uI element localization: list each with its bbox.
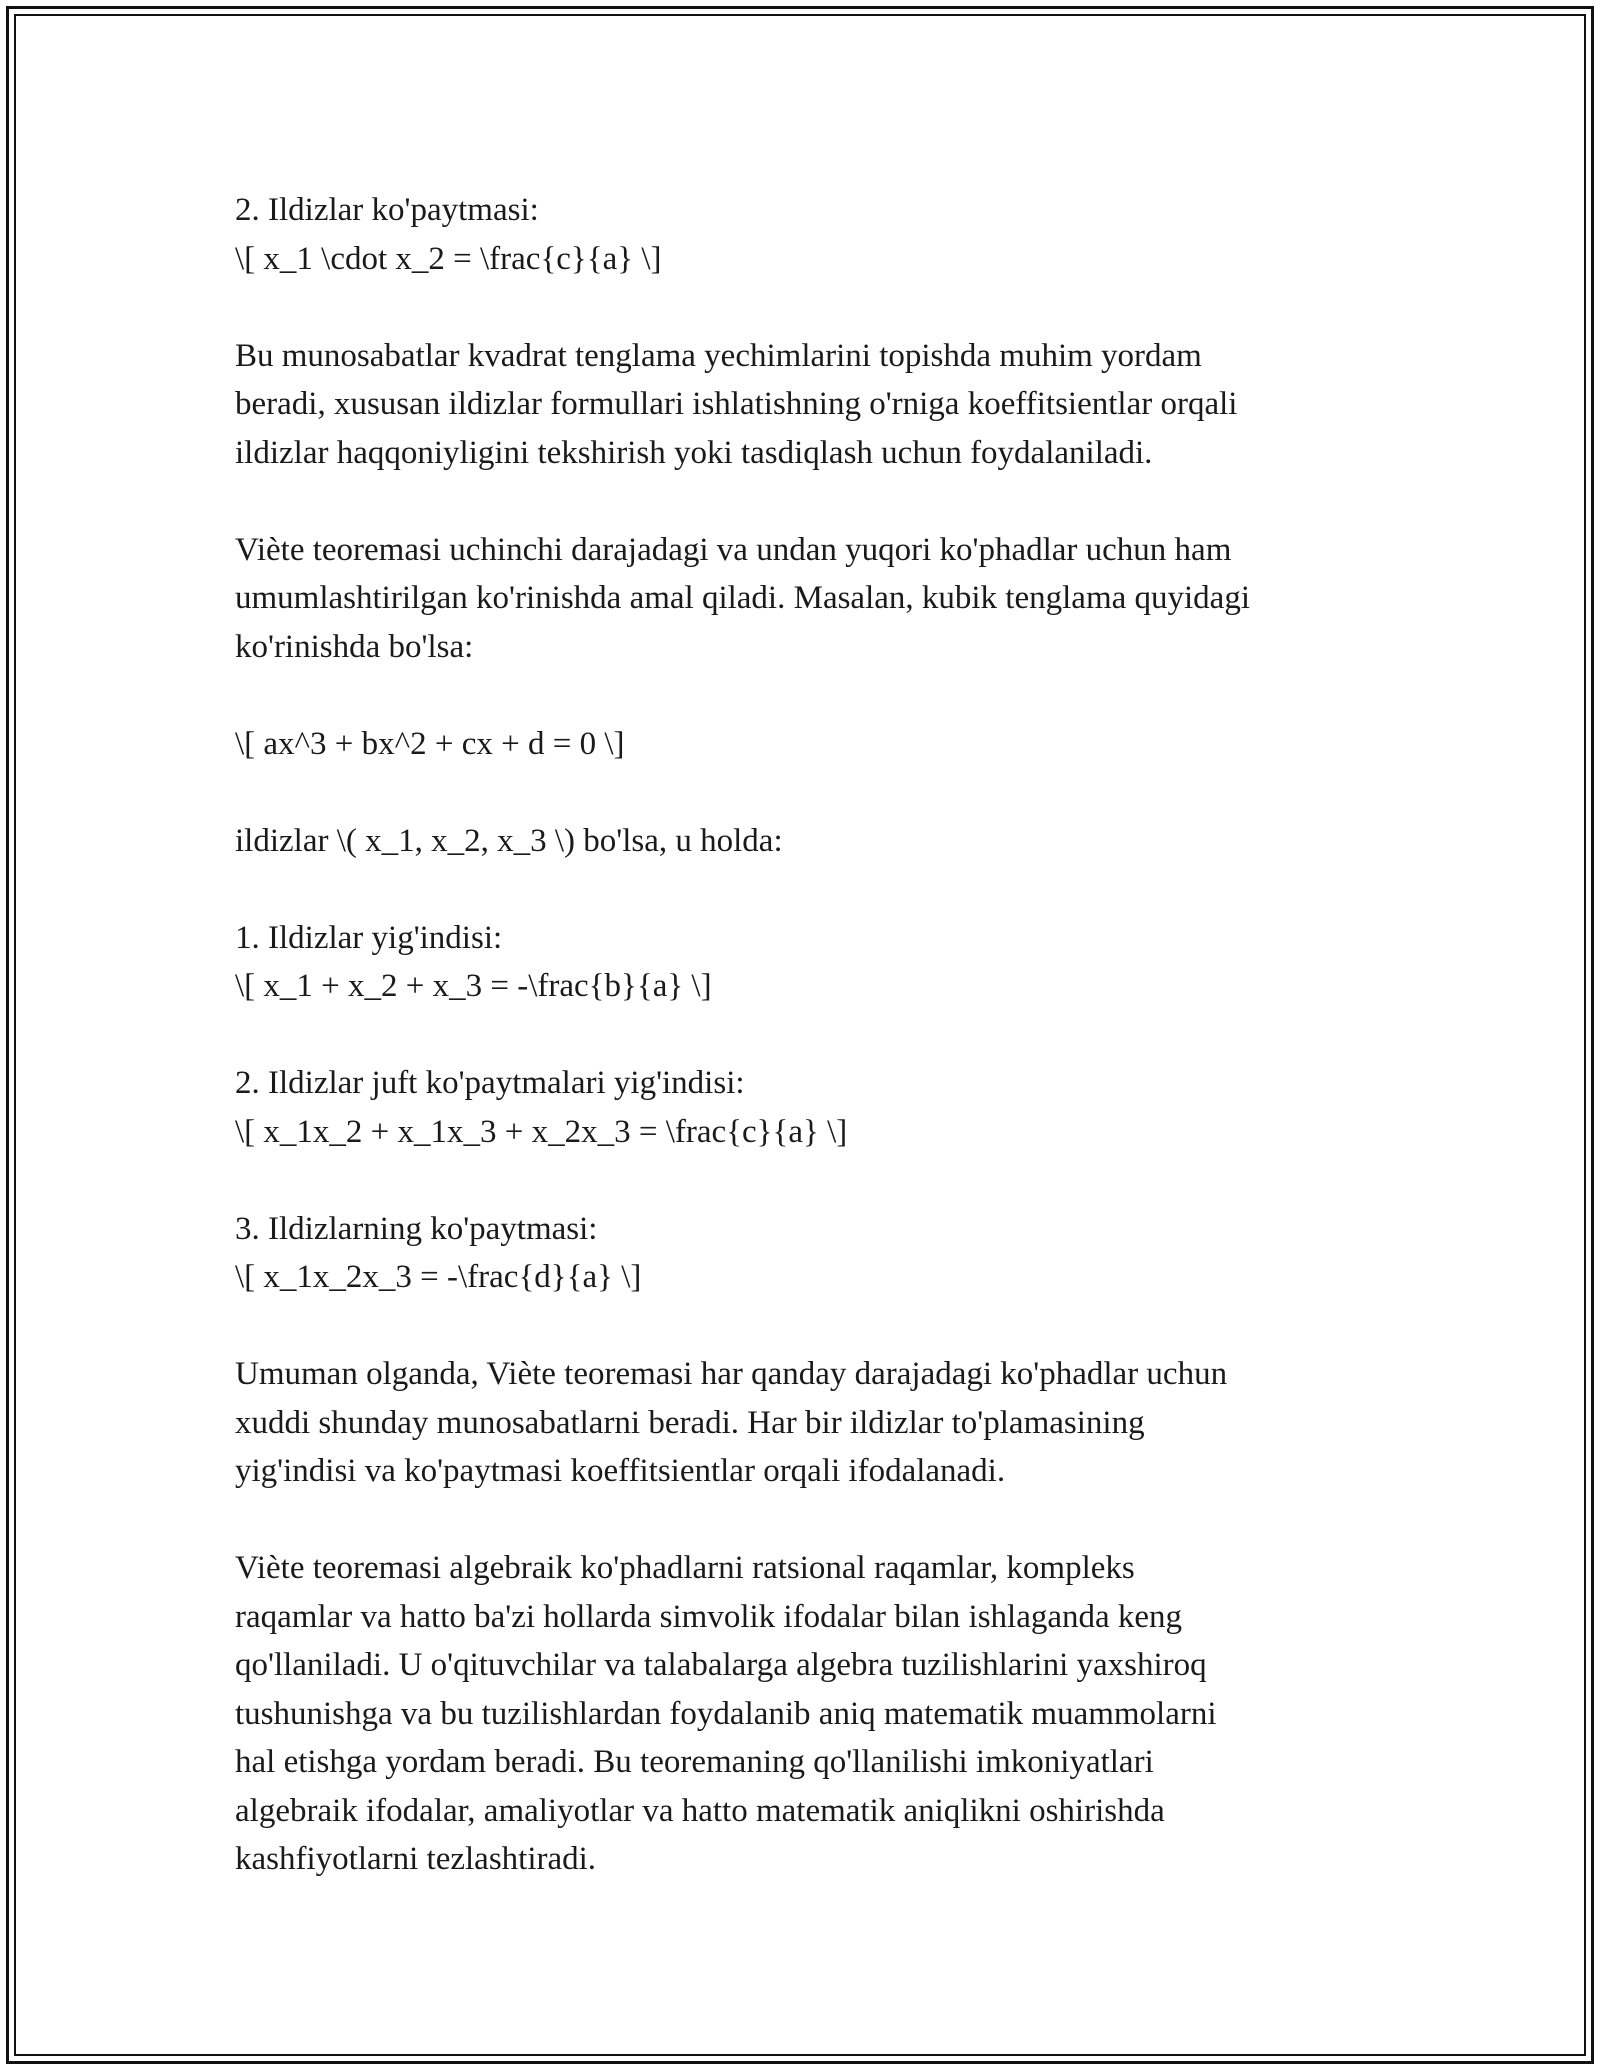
paragraph xyxy=(235,526,1415,672)
formula-line: \[ ax^3 + bx^2 + cx + d = 0 \] xyxy=(235,725,625,762)
text-line: Viète teoremasi uchinchi darajadagi va undan yuqori ko'phadlar uchun ham xyxy=(235,531,1232,568)
formula-line: \[ x_1 \cdot x_2 = \frac{c}{a} \] xyxy=(235,240,662,277)
text-line: ildizlar haqqoniyligini tekshirish yoki tasdiqlash uchun foydalaniladi. xyxy=(235,434,1153,471)
formula-line: \[ x_1x_2x_3 = -\frac{d}{a} \] xyxy=(235,1259,642,1295)
text-line: 3. Ildizlarning ko'paytmasi: xyxy=(235,1210,598,1247)
text-line: 1. Ildizlar yig'indisi: xyxy=(235,919,503,956)
formula-line: \[ x_1 + x_2 + x_3 = -\frac{b}{a} \] xyxy=(235,968,712,1004)
text-line: ko'rinishda bo'lsa: xyxy=(235,628,474,665)
formula-line: \[ x_1x_2 + x_1x_3 + x_2x_3 = \frac{c}{a} \] xyxy=(235,1113,848,1150)
paragraph xyxy=(235,186,1415,283)
paragraph xyxy=(235,914,1415,1011)
paragraph xyxy=(235,817,1415,866)
text-line: raqamlar va hatto ba'zi hollarda simvolik ifodalar bilan ishlaganda keng xyxy=(235,1598,1183,1635)
text-line: umumlashtirilgan ko'rinishda amal qiladi. Masalan, kubik tenglama quyidagi xyxy=(235,580,1250,616)
text-line: beradi, xususan ildizlar formullari ishlatishning o'rniga koeffitsientlar orqali xyxy=(235,386,1238,422)
text-line: Umuman olganda, Viète teoremasi har qanday darajadagi ko'phadlar uchun xyxy=(235,1356,1228,1392)
text-line: Bu munosabatlar kvadrat tenglama yechimlarini topishda muhim yordam xyxy=(235,337,1202,374)
paragraph xyxy=(235,332,1415,478)
paragraph xyxy=(235,720,1415,769)
paragraph xyxy=(235,1544,1415,1884)
text-line: yig'indisi va ko'paytmasi koeffitsientlar orqali ifodalanadi. xyxy=(235,1453,1006,1489)
text-line: qo'llaniladi. U o'qituvchilar va talabalarga algebra tuzilishlarini yaxshiroq xyxy=(235,1647,1207,1683)
paragraph xyxy=(235,1059,1415,1156)
paragraph xyxy=(235,1205,1415,1302)
text-line: kashfiyotlarni tezlashtiradi. xyxy=(235,1841,597,1877)
document-body xyxy=(235,186,1415,1932)
paragraph xyxy=(235,1350,1415,1496)
text-line: 2. Ildizlar juft ko'paytmalari yig'indisi: xyxy=(235,1065,745,1101)
text-line: 2. Ildizlar ko'paytmasi: xyxy=(235,192,539,228)
text-line: hal etishga yordam beradi. Bu teoremaning qo'llanilishi imkoniyatlari xyxy=(235,1744,1154,1780)
text-line: Viète teoremasi algebraik ko'phadlarni ratsional raqamlar, kompleks xyxy=(235,1550,1135,1586)
text-line: tushunishga va bu tuzilishlardan foydalanib aniq matematik muammolarni xyxy=(235,1695,1217,1732)
text-line: xuddi shunday munosabatlarni beradi. Har bir ildizlar to'plamasining xyxy=(235,1404,1145,1441)
text-line: ildizlar \( x_1, x_2, x_3 \) bo'lsa, u holda: xyxy=(235,822,783,859)
text-line: algebraik ifodalar, amaliyotlar va hatto matematik aniqlikni oshirishda xyxy=(235,1792,1165,1829)
